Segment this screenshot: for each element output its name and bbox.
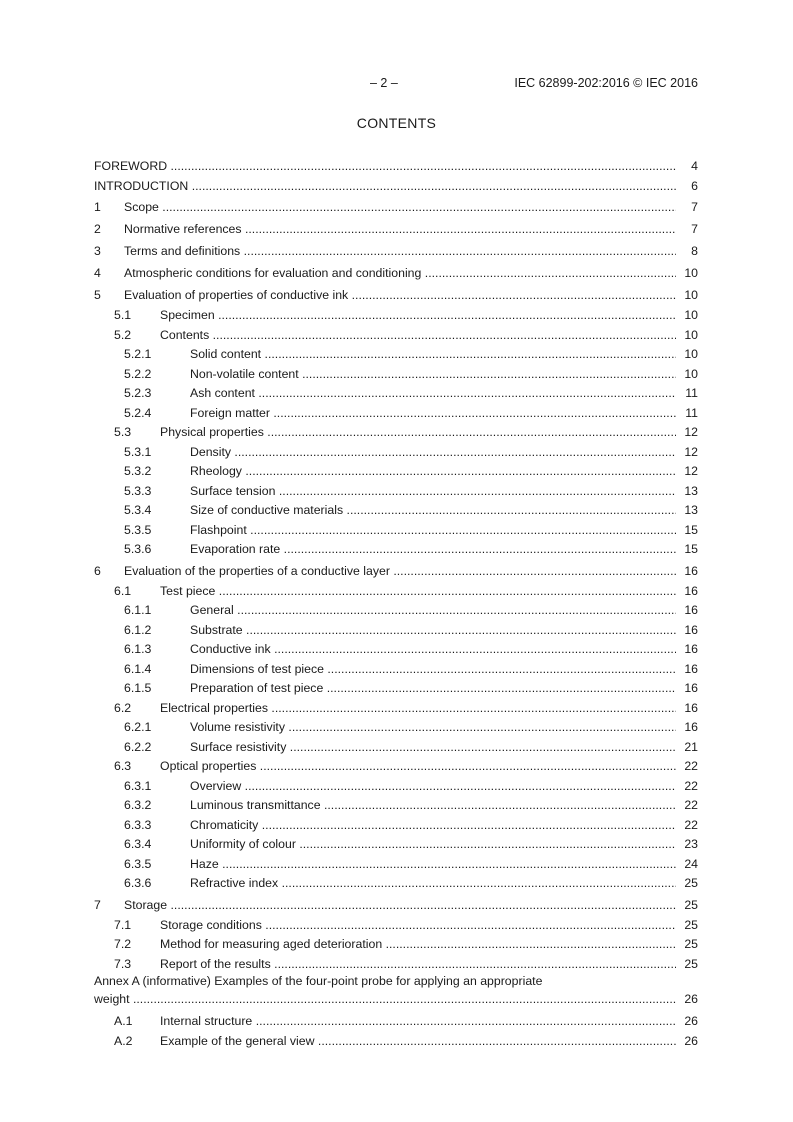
toc-entry-page: 16 bbox=[676, 582, 698, 601]
toc-entry-title: Haze ..... bbox=[190, 855, 676, 874]
toc-entry[interactable] bbox=[94, 365, 698, 385]
toc-entry[interactable] bbox=[94, 423, 698, 443]
toc-entry[interactable] bbox=[94, 916, 698, 936]
toc-entry[interactable] bbox=[94, 1012, 698, 1032]
toc-entry-title: Flashpoint ..... bbox=[190, 521, 676, 540]
toc-entry-title: Conductive ink ..... bbox=[190, 640, 676, 659]
toc-entry-page: 7 bbox=[676, 196, 698, 218]
page-header bbox=[94, 76, 698, 92]
toc-entry-number: 6.2.2 bbox=[124, 739, 152, 754]
toc-entry-title: Report of the results ..... bbox=[160, 955, 676, 974]
toc-entry-title: Overview ..... bbox=[190, 777, 676, 796]
toc-entry-number: 6.3.2 bbox=[124, 798, 152, 812]
toc-entry-page: 13 bbox=[676, 501, 698, 520]
toc-entry[interactable] bbox=[94, 835, 698, 855]
table-of-contents bbox=[94, 157, 698, 1051]
toc-entry-page: 13 bbox=[676, 482, 698, 501]
toc-entry[interactable] bbox=[94, 738, 698, 758]
toc-entry[interactable] bbox=[94, 384, 698, 404]
toc-entry-number: 5.3.4 bbox=[124, 503, 152, 517]
toc-entry-title: Test piece ..... bbox=[160, 582, 676, 601]
toc-entry-title: Surface resistivity ..... bbox=[190, 738, 676, 757]
toc-entry-title: Dimensions of test piece ..... bbox=[190, 660, 676, 679]
toc-entry[interactable] bbox=[94, 699, 698, 719]
toc-entry-number: A.1 bbox=[114, 1014, 133, 1028]
toc-entry-page: 22 bbox=[676, 816, 698, 835]
toc-entry-title: Ash content ..... bbox=[190, 384, 676, 403]
toc-entry-page: 16 bbox=[676, 560, 698, 582]
standard-reference: IEC 62899-202:2016 © IEC 2016 bbox=[514, 76, 698, 90]
toc-entry-title: Physical properties ..... bbox=[160, 423, 676, 442]
page-title: CONTENTS bbox=[356, 115, 437, 131]
toc-entry[interactable] bbox=[94, 582, 698, 602]
toc-entry-title: Volume resistivity ..... bbox=[190, 718, 676, 737]
toc-entry-title: Example of the general view ..... bbox=[160, 1032, 676, 1051]
toc-entry-title: Density ..... bbox=[190, 443, 676, 462]
toc-entry-page: 10 bbox=[676, 345, 698, 364]
toc-entry-page: 22 bbox=[676, 777, 698, 796]
toc-entry-title: Terms and definitions ..... bbox=[124, 240, 676, 262]
toc-entry[interactable] bbox=[94, 284, 698, 306]
toc-entry[interactable] bbox=[94, 621, 698, 641]
toc-entry-title: FOREWORD ..... bbox=[94, 157, 676, 176]
toc-entry-page: 15 bbox=[676, 540, 698, 559]
toc-entry-number: 5.3 bbox=[114, 425, 132, 439]
toc-entry-title: Chromaticity ..... bbox=[190, 816, 676, 835]
toc-entry-number: 6.2 bbox=[114, 700, 132, 715]
toc-entry-number: 5.2 bbox=[114, 327, 132, 342]
toc-entry-number: 5.3.2 bbox=[124, 464, 152, 478]
toc-entry-page: 25 bbox=[676, 955, 698, 974]
toc-entry[interactable] bbox=[94, 240, 698, 262]
toc-entry-page: 16 bbox=[676, 699, 698, 718]
toc-entry-page: 22 bbox=[676, 796, 698, 815]
toc-entry-page: 23 bbox=[676, 835, 698, 854]
toc-entry[interactable] bbox=[94, 462, 698, 482]
toc-entry[interactable] bbox=[94, 501, 698, 521]
toc-entry-page: 6 bbox=[676, 177, 698, 196]
toc-entry[interactable] bbox=[94, 177, 698, 197]
toc-entry-number: 5.3.1 bbox=[124, 444, 152, 459]
toc-entry-page: 21 bbox=[676, 738, 698, 757]
toc-entry[interactable] bbox=[94, 540, 698, 560]
toc-entry-title: Storage conditions ..... bbox=[160, 916, 676, 935]
toc-entry[interactable] bbox=[94, 443, 698, 463]
toc-entry-page: 4 bbox=[676, 157, 698, 176]
toc-entry-page: 10 bbox=[676, 326, 698, 345]
toc-entry-number: 6.3 bbox=[114, 759, 132, 773]
toc-entry-page: 16 bbox=[676, 640, 698, 659]
toc-entry-number: 2 bbox=[94, 222, 101, 236]
toc-entry-title: Specimen ..... bbox=[160, 306, 676, 325]
toc-entry[interactable] bbox=[94, 640, 698, 660]
toc-entry-number: 5.3.3 bbox=[124, 483, 152, 498]
toc-entry[interactable] bbox=[94, 816, 698, 836]
toc-entry-title: Substrate ..... bbox=[190, 621, 676, 640]
toc-entry-title: Preparation of test piece ..... bbox=[190, 679, 676, 698]
toc-entry-number: 6.1.5 bbox=[124, 681, 152, 695]
toc-entry-title: Normative references ..... bbox=[124, 218, 676, 240]
toc-entry-title: Atmospheric conditions for evaluation and conditioning ..... bbox=[124, 262, 676, 284]
page-number: – 2 – bbox=[370, 76, 398, 90]
toc-entry-title: Evaporation rate ..... bbox=[190, 540, 676, 559]
toc-entry-title: Size of conductive materials ..... bbox=[190, 501, 676, 520]
toc-entry-title: Non-volatile content ..... bbox=[190, 365, 676, 384]
toc-entry-title: Refractive index ..... bbox=[190, 874, 676, 893]
toc-entry[interactable] bbox=[94, 660, 698, 680]
toc-entry-number: 1 bbox=[94, 200, 101, 214]
toc-entry-number: 6.1.4 bbox=[124, 661, 152, 676]
toc-entry-number: 7.2 bbox=[114, 937, 132, 951]
toc-entry-page: 10 bbox=[676, 262, 698, 284]
toc-entry-page: 11 bbox=[676, 404, 698, 423]
toc-entry-number: 5.1 bbox=[114, 308, 132, 322]
toc-entry[interactable] bbox=[94, 262, 698, 284]
toc-entry-title: Surface tension ..... bbox=[190, 482, 676, 501]
toc-entry[interactable] bbox=[94, 218, 698, 240]
toc-entry-title: Rheology ..... bbox=[190, 462, 676, 481]
toc-entry-title: Uniformity of colour ..... bbox=[190, 835, 676, 854]
toc-entry-title: General ..... bbox=[190, 601, 676, 620]
toc-entry-number: 5.2.4 bbox=[124, 405, 152, 420]
toc-entry-number: 6.1 bbox=[114, 583, 132, 598]
toc-entry-title: weight ..... bbox=[94, 990, 676, 1009]
toc-entry[interactable] bbox=[94, 679, 698, 699]
toc-entry-page: 16 bbox=[676, 660, 698, 679]
toc-entry-title: Storage ..... bbox=[124, 894, 676, 916]
toc-entry-page: 16 bbox=[676, 679, 698, 698]
toc-entry-page: 8 bbox=[676, 240, 698, 262]
toc-entry[interactable] bbox=[94, 326, 698, 346]
toc-entry-page: 25 bbox=[676, 916, 698, 935]
toc-entry[interactable] bbox=[94, 601, 698, 621]
toc-entry[interactable] bbox=[94, 306, 698, 326]
toc-entry-number: 6.2.1 bbox=[124, 720, 152, 734]
toc-entry[interactable] bbox=[94, 757, 698, 777]
toc-entry[interactable] bbox=[94, 935, 698, 955]
toc-entry-number: 6.3.6 bbox=[124, 876, 152, 890]
toc-entry-title: Internal structure ..... bbox=[160, 1012, 676, 1031]
toc-entry-number: 5.2.3 bbox=[124, 386, 152, 400]
toc-entry-page: 11 bbox=[676, 384, 698, 403]
toc-entry-number: 6 bbox=[94, 563, 101, 578]
toc-entry[interactable] bbox=[94, 196, 698, 218]
toc-entry-page: 10 bbox=[676, 306, 698, 325]
toc-entry-page: 12 bbox=[676, 462, 698, 481]
toc-entry-page: 25 bbox=[676, 894, 698, 916]
toc-entry-number: 6.3.1 bbox=[124, 778, 152, 793]
toc-entry-number: 5.3.6 bbox=[124, 542, 152, 556]
toc-entry-title-line: Annex A (informative) Examples of the four-point probe for applying an appropriate bbox=[94, 974, 543, 988]
toc-entry-title: Evaluation of the properties of a conductive layer ..... bbox=[124, 560, 676, 582]
toc-entry-title: Electrical properties ..... bbox=[160, 699, 676, 718]
toc-entry-number: 7.1 bbox=[114, 917, 132, 932]
toc-entry-page: 10 bbox=[676, 365, 698, 384]
toc-entry-title: Method for measuring aged deterioration ..... bbox=[160, 935, 676, 954]
toc-entry-page: 25 bbox=[676, 874, 698, 893]
toc-entry-number: 7 bbox=[94, 897, 101, 912]
toc-entry[interactable] bbox=[94, 718, 698, 738]
toc-entry-number: 6.1.2 bbox=[124, 622, 152, 637]
toc-entry-page: 26 bbox=[676, 1032, 698, 1051]
toc-entry-title: Contents ..... bbox=[160, 326, 676, 345]
toc-entry-title: Foreign matter ..... bbox=[190, 404, 676, 423]
toc-entry[interactable] bbox=[94, 521, 698, 541]
toc-entry[interactable] bbox=[94, 345, 698, 365]
toc-entry-page: 16 bbox=[676, 718, 698, 737]
toc-entry[interactable] bbox=[94, 777, 698, 797]
toc-entry-number: 6.3.3 bbox=[124, 817, 152, 832]
toc-entry-number: 4 bbox=[94, 266, 101, 280]
toc-entry-number: 6.3.5 bbox=[124, 856, 152, 871]
toc-entry-number: 3 bbox=[94, 244, 101, 258]
toc-entry-number: 5.2.1 bbox=[124, 347, 152, 361]
toc-entry[interactable] bbox=[94, 855, 698, 875]
toc-entry-page: 26 bbox=[676, 990, 698, 1009]
toc-entry-page: 12 bbox=[676, 443, 698, 462]
toc-entry-page: 15 bbox=[676, 521, 698, 540]
toc-entry-title: Optical properties ..... bbox=[160, 757, 676, 776]
toc-entry-number: 6.1.3 bbox=[124, 642, 152, 656]
toc-entry[interactable] bbox=[94, 482, 698, 502]
toc-entry[interactable] bbox=[94, 560, 698, 582]
toc-entry[interactable] bbox=[94, 157, 698, 177]
toc-entry[interactable] bbox=[94, 974, 698, 1012]
toc-entry-title: Evaluation of properties of conductive ink ..... bbox=[124, 284, 676, 306]
toc-entry-number: 5.3.5 bbox=[124, 522, 152, 537]
toc-entry-number: 6.3.4 bbox=[124, 837, 152, 851]
toc-entry[interactable] bbox=[94, 955, 698, 975]
toc-entry[interactable] bbox=[94, 796, 698, 816]
toc-entry-title: Luminous transmittance ..... bbox=[190, 796, 676, 815]
toc-entry-page: 12 bbox=[676, 423, 698, 442]
toc-entry-number: 5 bbox=[94, 288, 101, 302]
toc-entry-number: 6.1.1 bbox=[124, 603, 152, 617]
toc-entry-page: 10 bbox=[676, 284, 698, 306]
toc-entry-page: 25 bbox=[676, 935, 698, 954]
toc-entry-page: 24 bbox=[676, 855, 698, 874]
toc-entry-number: 5.2.2 bbox=[124, 366, 152, 381]
toc-entry-title: INTRODUCTION ..... bbox=[94, 177, 676, 196]
toc-entry-page: 26 bbox=[676, 1012, 698, 1031]
toc-entry-page: 16 bbox=[676, 621, 698, 640]
toc-entry-title: Solid content ..... bbox=[190, 345, 676, 364]
toc-entry-page: 16 bbox=[676, 601, 698, 620]
toc-entry[interactable] bbox=[94, 404, 698, 424]
toc-entry-number: A.2 bbox=[114, 1033, 133, 1048]
toc-entry-page: 22 bbox=[676, 757, 698, 776]
toc-entry[interactable] bbox=[94, 1032, 698, 1052]
toc-entry[interactable] bbox=[94, 874, 698, 894]
toc-entry-title: Scope ..... bbox=[124, 196, 676, 218]
toc-entry[interactable] bbox=[94, 894, 698, 916]
toc-entry-page: 7 bbox=[676, 218, 698, 240]
toc-entry-number: 7.3 bbox=[114, 956, 132, 971]
